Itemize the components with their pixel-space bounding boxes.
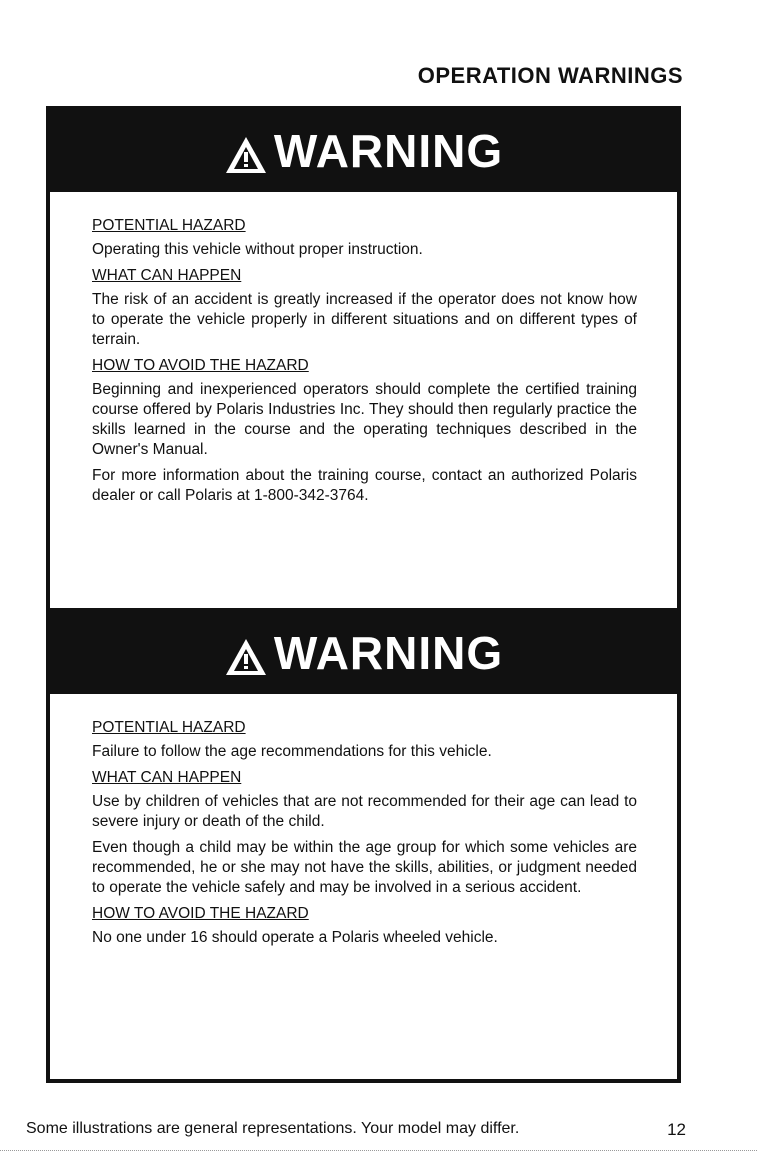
bottom-rule xyxy=(0,1150,757,1151)
warning-body xyxy=(50,192,677,506)
how-to-avoid-heading: HOW TO AVOID THE HAZARD xyxy=(92,357,309,374)
warning-title: WARNING xyxy=(273,627,504,679)
potential-hazard-text: Failure to follow the age recommendations for this vehicle. xyxy=(92,743,492,760)
what-can-happen-text: Even though a child may be within the age group for which some vehicles are recommended, he or she may not have the skills, abilities, or judgment needed to operate the vehicle safely and may be involved in a serious accident. xyxy=(92,839,637,896)
footer-note: Some illustrations are general representations. Your model may differ. xyxy=(26,1120,520,1137)
section-title: OPERATION WARNINGS xyxy=(417,63,683,88)
warning-triangle-icon xyxy=(224,637,268,677)
potential-hazard-heading: POTENTIAL HAZARD xyxy=(92,719,246,736)
warning-triangle-icon xyxy=(224,135,268,175)
what-can-happen-text: Use by children of vehicles that are not recommended for their age can lead to severe injury or death of the child. xyxy=(92,793,637,830)
how-to-avoid-heading: HOW TO AVOID THE HAZARD xyxy=(92,905,309,922)
what-can-happen-heading: WHAT CAN HAPPEN xyxy=(92,267,242,284)
how-to-avoid-text: For more information about the training course, contact an authorized Polaris dealer or call Polaris at 1-800-342-3764. xyxy=(92,467,637,504)
page-number: 12 xyxy=(667,1120,686,1139)
what-can-happen-heading: WHAT CAN HAPPEN xyxy=(92,769,242,786)
warning-box-1 xyxy=(46,106,681,612)
warning-header xyxy=(50,612,677,694)
warning-box-2 xyxy=(46,608,681,1083)
warning-header xyxy=(50,110,677,192)
warning-body xyxy=(50,694,677,948)
potential-hazard-heading: POTENTIAL HAZARD xyxy=(92,217,246,234)
what-can-happen-text: The risk of an accident is greatly increased if the operator does not know how to operate the vehicle properly in different situations and on different types of terrain. xyxy=(92,291,637,348)
potential-hazard-text: Operating this vehicle without proper instruction. xyxy=(92,241,423,258)
how-to-avoid-text: No one under 16 should operate a Polaris wheeled vehicle. xyxy=(92,929,498,946)
warning-title: WARNING xyxy=(273,125,504,177)
how-to-avoid-text: Beginning and inexperienced operators should complete the certified training course offered by Polaris Industries Inc. They should then regularly practice the skills learned in the course and the operating techniques described in the Owner's Manual. xyxy=(92,381,637,458)
